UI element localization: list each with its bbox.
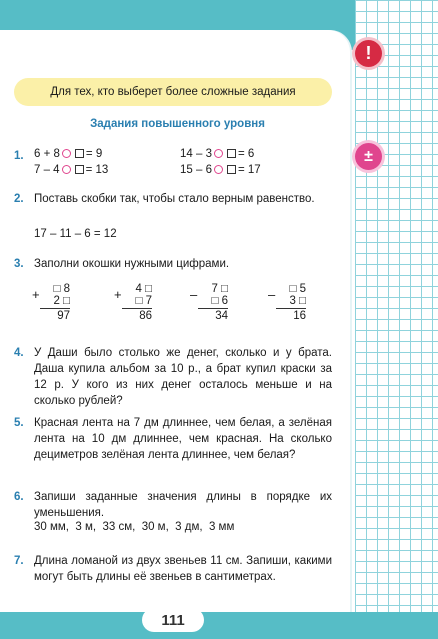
task-number: 2. — [14, 193, 24, 205]
task-number: 1. — [14, 150, 24, 162]
task-equation: 17 – 11 – 6 = 12 — [34, 228, 117, 240]
difficulty-banner: Для тех, кто выберет более сложные задания — [14, 78, 332, 106]
operation-circle-icon — [62, 149, 71, 158]
empty-box-icon — [227, 149, 236, 158]
task-text: Запиши заданные значения длины в порядке их уменьшения. — [34, 491, 332, 519]
graph-paper-margin — [355, 0, 438, 639]
footer-band-right — [355, 612, 438, 639]
operation-circle-icon — [214, 149, 223, 158]
task-text: Красная лента на 7 дм длиннее, чем белая, а зелёная лента на 10 дм длиннее, чем красная. На сколько дециметров зелёная лента длиннее, чем белая? — [34, 417, 332, 461]
length-values: 30 мм, 3 м, 33 см, 30 м, 3 дм, 3 мм — [34, 521, 235, 533]
operation-circle-icon — [62, 165, 71, 174]
page-number: 111 — [142, 608, 204, 632]
column-problem: + 4 □ □ 7 86 — [114, 283, 152, 322]
empty-box-icon — [75, 149, 84, 158]
task-number: 6. — [14, 491, 24, 503]
task-text: Поставь скобки так, чтобы стало верным равенство. — [34, 193, 315, 205]
empty-box-icon — [75, 165, 84, 174]
exclamation-icon: ! — [355, 40, 382, 67]
operation-circle-icon — [214, 165, 223, 174]
section-title: Задания повышенного уровня — [90, 118, 265, 130]
column-problem: – □ 5 3 □ 16 — [268, 283, 306, 322]
task-number: 4. — [14, 347, 24, 359]
task1-row: 14 – 3 = 6 — [180, 148, 255, 160]
task-text: У Даши было столько же денег, сколько и у брата. Даша купила альбом за 10 р., а брат купил краски за 12 р. У кого из них денег осталось меньше и на сколько рублей? — [34, 347, 332, 407]
task-number: 7. — [14, 555, 24, 567]
column-problem: – 7 □ □ 6 34 — [190, 283, 228, 322]
task-text: Заполни окошки нужными цифрами. — [34, 258, 230, 270]
column-problem: + □ 8 2 □ 97 — [32, 283, 70, 322]
task-text: Длина ломаной из двух звеньев 11 см. Запиши, какими могут быть длины её звеньев в сантиметрах. — [34, 555, 332, 583]
task-number: 3. — [14, 258, 24, 270]
task-number: 5. — [14, 417, 24, 429]
plus-minus-icon: ± — [355, 143, 382, 170]
task1-row: 15 – 6 = 17 — [180, 164, 261, 176]
empty-box-icon — [227, 165, 236, 174]
task1-row: 7 – 4 = 13 — [34, 164, 109, 176]
task1-row: 6 + 8 = 9 — [34, 148, 103, 160]
